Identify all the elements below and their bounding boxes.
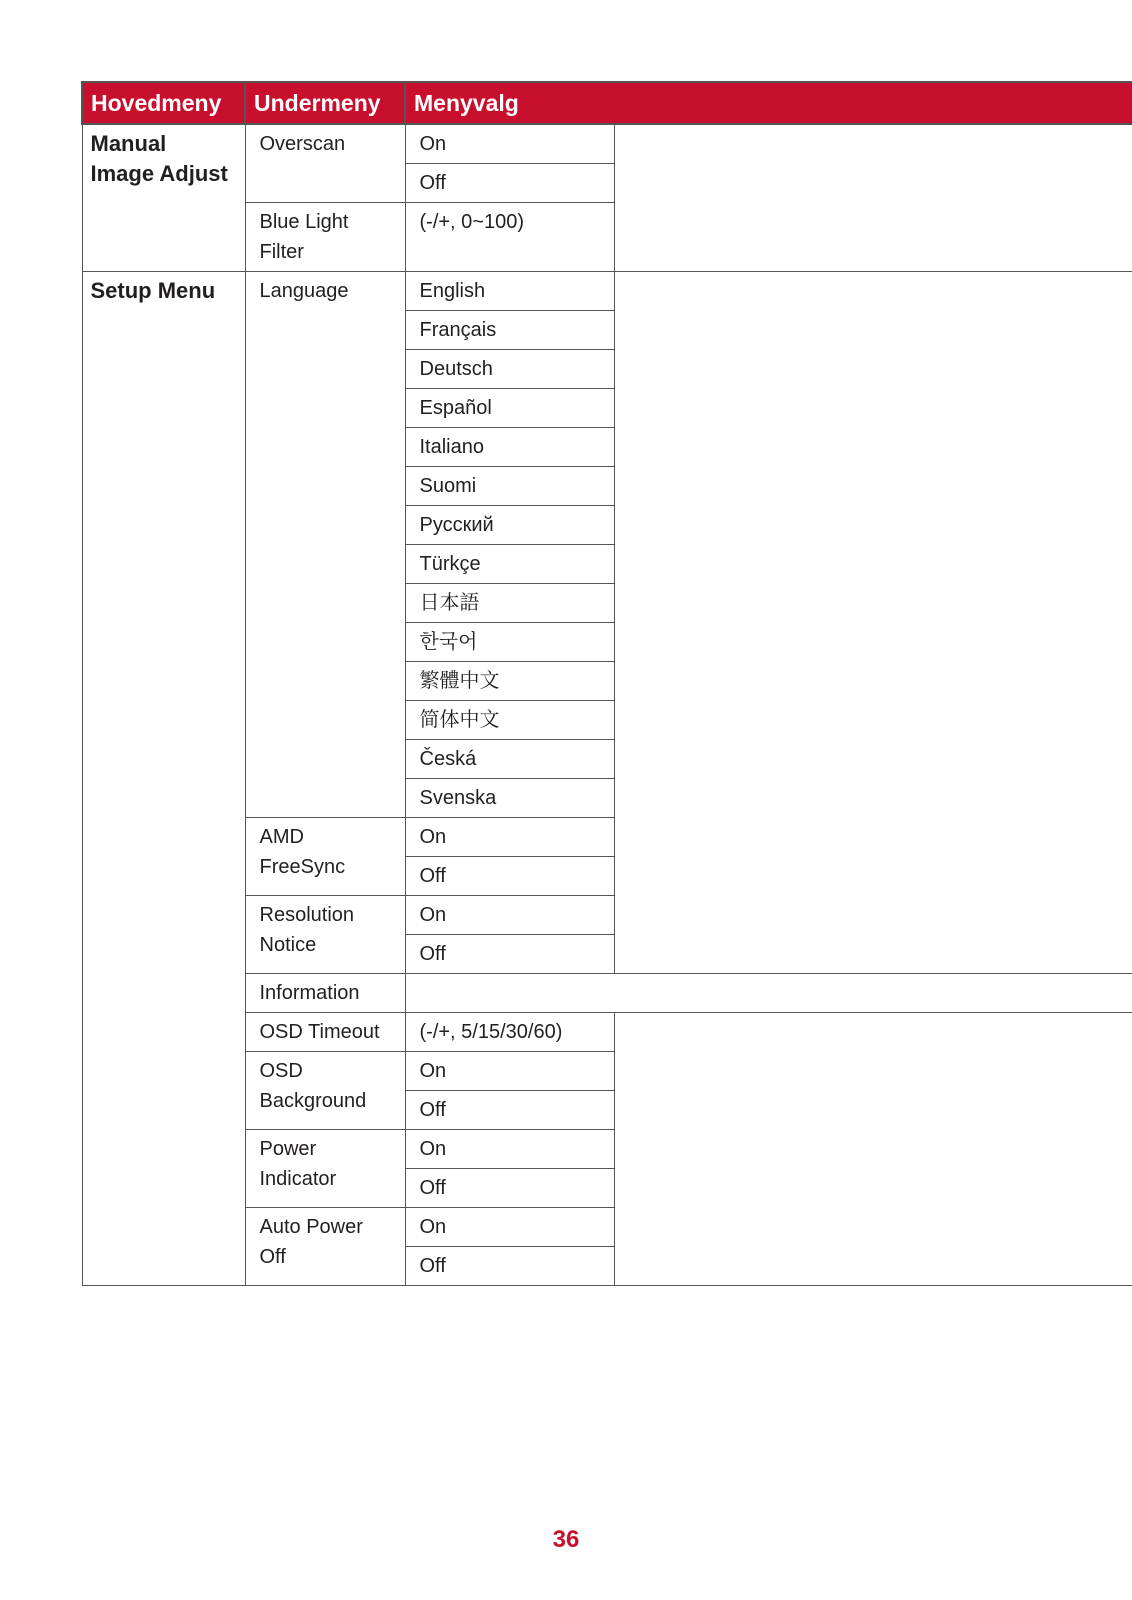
option-cell: English [405, 272, 614, 311]
option-cell: On [405, 1052, 614, 1091]
option-cell: Suomi [405, 467, 614, 506]
empty-cell [614, 1013, 1132, 1286]
option-cell: On [405, 896, 614, 935]
option-cell: On [405, 1130, 614, 1169]
option-cell: Off [405, 1247, 614, 1286]
option-cell: On [405, 818, 614, 857]
page-number: 36 [552, 1526, 580, 1553]
header-option: Menyvalg [405, 82, 1132, 124]
empty-cell [614, 124, 1132, 272]
option-cell: 日本語 [405, 584, 614, 623]
option-cell: Off [405, 1169, 614, 1208]
main-manual-image-adjust: Manual Image Adjust [82, 124, 245, 272]
sub-power-indicator: Power Indicator [245, 1130, 405, 1208]
option-cell: Türkçe [405, 545, 614, 584]
option-cell: 한국어 [405, 623, 614, 662]
option-cell: Français [405, 311, 614, 350]
sub-amd-freesync: AMD FreeSync [245, 818, 405, 896]
option-cell: 简体中文 [405, 701, 614, 740]
option-cell: Русский [405, 506, 614, 545]
option-cell: Deutsch [405, 350, 614, 389]
header-row [82, 82, 1132, 124]
option-cell: (-/+, 0~100) [405, 203, 614, 272]
option-cell: Off [405, 857, 614, 896]
option-cell: (-/+, 5/15/30/60) [405, 1013, 614, 1052]
option-cell: 繁體中文 [405, 662, 614, 701]
sub-blue-light-filter: Blue Light Filter [245, 203, 405, 272]
empty-cell [405, 974, 1132, 1013]
option-cell: Česká [405, 740, 614, 779]
option-cell: Off [405, 1091, 614, 1130]
sub-language: Language [245, 272, 405, 818]
option-cell: Español [405, 389, 614, 428]
sub-osd-background: OSD Background [245, 1052, 405, 1130]
sub-overscan: Overscan [245, 124, 405, 203]
sub-auto-power-off: Auto Power Off [245, 1208, 405, 1286]
option-cell: Svenska [405, 779, 614, 818]
option-cell: On [405, 124, 614, 164]
menu-table [81, 81, 1132, 1286]
main-setup-menu: Setup Menu [82, 272, 245, 1286]
header-sub: Undermeny [245, 82, 405, 124]
option-cell: Off [405, 164, 614, 203]
table-row [82, 124, 1132, 164]
header-main: Hovedmeny [82, 82, 245, 124]
sub-resolution-notice: Resolution Notice [245, 896, 405, 974]
sub-information: Information [245, 974, 405, 1013]
table-row [82, 272, 1132, 311]
sub-osd-timeout: OSD Timeout [245, 1013, 405, 1052]
option-cell: Off [405, 935, 614, 974]
empty-cell [614, 272, 1132, 974]
option-cell: On [405, 1208, 614, 1247]
option-cell: Italiano [405, 428, 614, 467]
